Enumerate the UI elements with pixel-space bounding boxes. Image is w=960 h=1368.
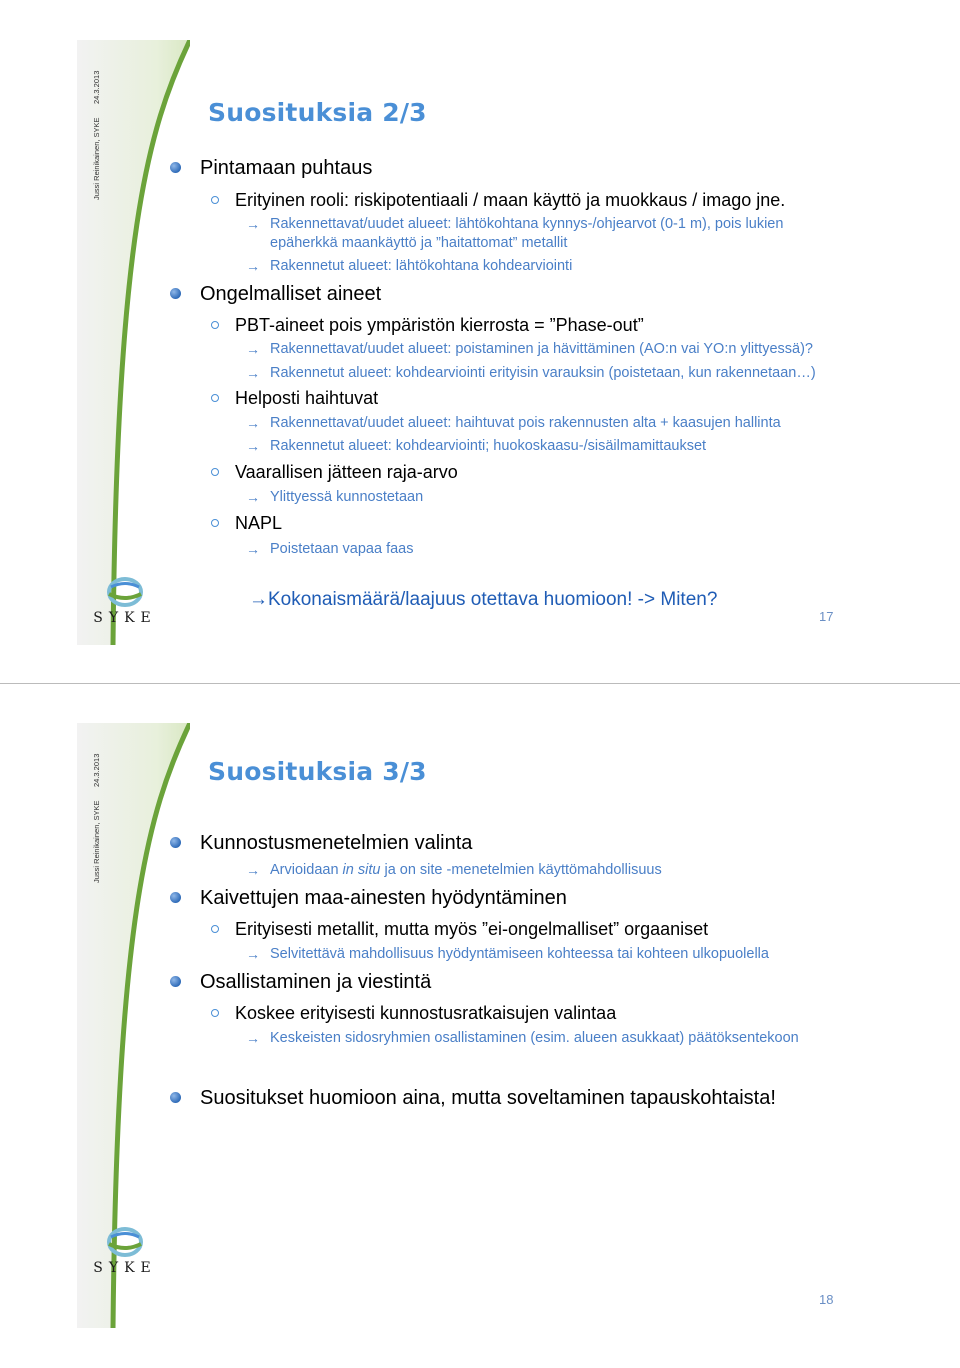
vertical-date: 24.3.2013: [92, 70, 101, 104]
bullet-text: Poistetaan vapaa faas: [270, 541, 414, 557]
circle-bullet-icon: [211, 321, 219, 329]
bullet-text: NAPL: [235, 513, 283, 533]
bullet-level3: [246, 364, 816, 382]
bullet-text: Rakennetut alueet: lähtökohtana kohdearviointi: [270, 258, 573, 274]
circle-bullet-icon: [211, 925, 219, 933]
arrow-bullet-icon: →: [246, 541, 260, 557]
bullet-level2: [235, 462, 458, 483]
conclusion-text: Kokonaismäärä/laajuus otettava huomioon! -> Miten?: [268, 589, 718, 610]
bullet-level1: [200, 887, 567, 910]
bullet-level2: [235, 388, 378, 409]
arrow-bullet-icon: →: [246, 438, 260, 454]
bullet-text: Ylittyessä kunnostetaan: [270, 489, 424, 505]
vertical-author-date: [85, 747, 105, 883]
bullet-level3: [246, 215, 784, 233]
bullet-level3: [246, 340, 813, 358]
bullet-dot-icon: [170, 837, 181, 848]
circle-bullet-icon: [211, 519, 219, 527]
bullet-text: Rakennettavat/uudet alueet: lähtökohtana kynnys-/ohjearvot (0-1 m), pois lukien: [270, 216, 784, 232]
circle-bullet-icon: [211, 394, 219, 402]
bullet-dot-icon: [170, 162, 181, 173]
bullet-text: Keskeisten sidosryhmien osallistaminen (esim. alueen asukkaat) päätöksentekoon: [270, 1030, 799, 1046]
bullet-level2: [235, 513, 282, 534]
bullet-level1: [200, 1087, 776, 1110]
circle-bullet-icon: [211, 1009, 219, 1017]
syke-logo: [89, 1220, 161, 1290]
page-separator: [0, 683, 960, 684]
vertical-author: Jussi Reinikainen, SYKE: [92, 800, 101, 883]
arrow-bullet-icon: →: [249, 589, 268, 610]
vertical-date: 24.3.2013: [92, 753, 101, 787]
svg-text:SYKE: SYKE: [93, 610, 157, 626]
arrow-bullet-icon: →: [246, 415, 260, 431]
bullet-dot-icon: [170, 1092, 181, 1103]
bullet-text-italic: in situ: [342, 862, 381, 878]
arrow-bullet-icon: →: [246, 258, 260, 274]
arrow-bullet-icon: →: [246, 1030, 260, 1046]
bullet-text: Rakennetut alueet: kohdearviointi; huokoskaasu-/sisäilmamittaukset: [270, 438, 707, 454]
page-number: 17: [819, 609, 834, 624]
page-number: 18: [819, 1292, 834, 1307]
bullet-level2: [235, 1003, 616, 1024]
circle-bullet-icon: [211, 196, 219, 204]
vertical-author: Jussi Reinikainen, SYKE: [92, 117, 101, 200]
bullet-text: Rakennetut alueet: kohdearviointi erityisin varauksin (poistetaan, kun rakennetaan…): [270, 365, 816, 381]
arrow-bullet-icon: →: [246, 946, 260, 962]
bullet-dot-icon: [170, 288, 181, 299]
slide-title: Suosituksia 2/3: [208, 98, 427, 127]
bullet-level2: [235, 315, 644, 336]
bullet-text: Kunnostusmenetelmien valinta: [200, 832, 473, 854]
arrow-bullet-icon: →: [246, 489, 260, 505]
arrow-bullet-icon: →: [246, 365, 260, 381]
slide-title: Suosituksia 3/3: [208, 757, 427, 786]
bullet-dot-icon: [170, 892, 181, 903]
bullet-level1: [200, 157, 372, 180]
arrow-bullet-icon: →: [246, 341, 260, 357]
bullet-level1: [200, 971, 431, 994]
bullet-text: Erityinen rooli: riskipotentiaali / maan käyttö ja muokkaus / imago jne.: [235, 190, 786, 210]
bullet-text: Koskee erityisesti kunnostusratkaisujen valintaa: [235, 1003, 617, 1023]
bullet-text: Pintamaan puhtaus: [200, 157, 373, 179]
bullet-text: Osallistaminen ja viestintä: [200, 971, 432, 993]
bullet-text: Rakennettavat/uudet alueet: poistaminen ja hävittäminen (AO:n vai YO:n ylittyessä)?: [270, 341, 813, 357]
bullet-text: Kaivettujen maa-ainesten hyödyntäminen: [200, 887, 567, 909]
bullet-text: Selvitettävä mahdollisuus hyödyntämiseen kohteessa tai kohteen ulkopuolella: [270, 946, 769, 962]
slide-17: [77, 40, 960, 685]
bullet-text: Erityisesti metallit, mutta myös ”ei-ongelmalliset” orgaaniset: [235, 919, 709, 939]
arrow-bullet-icon: →: [246, 216, 260, 232]
bullet-level3: [246, 488, 424, 506]
svg-text:SYKE: SYKE: [93, 1260, 157, 1276]
bullet-level3: [246, 257, 573, 275]
bullet-level3: [246, 414, 781, 432]
bullet-text: epäherkkä maankäyttö ja ”haitattomat” metallit: [270, 235, 568, 251]
bullet-text: Suositukset huomioon aina, mutta soveltaminen tapauskohtaista!: [200, 1087, 776, 1109]
bullet-text: ja on site -menetelmien käyttömahdollisuus: [380, 862, 662, 878]
bullet-level1: [200, 283, 381, 306]
bullet-level3: [246, 1029, 799, 1047]
conclusion-line: [249, 589, 717, 611]
bullet-text: Ongelmalliset aineet: [200, 283, 382, 305]
bullet-level3-continuation: [270, 234, 567, 252]
arrow-bullet-icon: →: [246, 862, 260, 878]
bullet-level1: [200, 832, 472, 855]
bullet-text: Helposti haihtuvat: [235, 388, 379, 408]
bullet-level3: [246, 540, 414, 558]
circle-bullet-icon: [211, 468, 219, 476]
bullet-dot-icon: [170, 976, 181, 987]
bullet-text: Vaarallisen jätteen raja-arvo: [235, 462, 458, 482]
bullet-level3: [246, 945, 769, 963]
vertical-author-date: [85, 64, 105, 200]
syke-logo: [89, 570, 161, 640]
bullet-text: Arvioidaan: [270, 862, 343, 878]
bullet-text: Rakennettavat/uudet alueet: haihtuvat pois rakennusten alta + kaasujen hallinta: [270, 415, 781, 431]
slide-18: [77, 723, 960, 1368]
bullet-text: PBT-aineet pois ympäristön kierrosta = ”Phase-out”: [235, 315, 644, 335]
bullet-level2: [235, 919, 708, 940]
bullet-level3: [246, 437, 707, 455]
bullet-level3: [246, 861, 662, 879]
bullet-level2: [235, 190, 785, 211]
